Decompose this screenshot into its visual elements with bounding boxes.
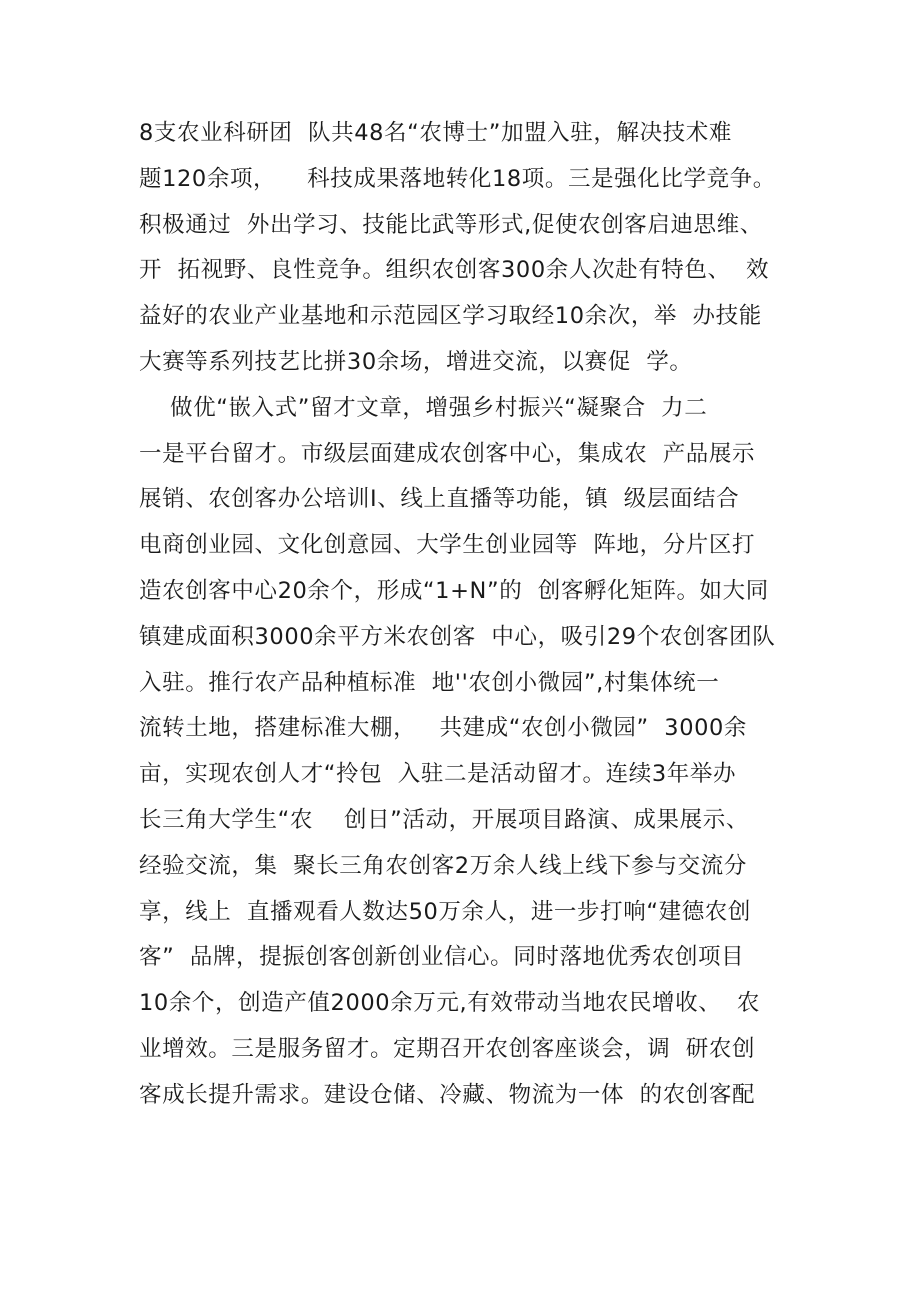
- text-line: 长三角大学生“农 创日”活动，开展项目路演、成果展示、: [139, 806, 749, 833]
- text-line: 客成长提升需求。建设仓储、冷藏、物流为一体 的农创客配: [139, 1081, 756, 1108]
- text-line: 亩，实现农创人才“拎包 入驻二是活动留才。连续3年举办: [139, 761, 737, 788]
- text-line: 做优“嵌入式”留才文章，增强乡村振兴“凝聚合 力二: [139, 394, 708, 421]
- text-line: 享，线上 直播观看人数达50万余人，进一步打响“建德农创: [139, 898, 751, 925]
- text-line: 8支农业科研团 队共48名“农博士”加盟入驻，解决技术难: [139, 120, 732, 146]
- text-line: 客” 品牌，提振创客创新创业信心。同时落地优秀农创项目: [139, 944, 745, 971]
- text-line: 经验交流，集 聚长三角农创客2万余人线上线下参与交流分: [139, 852, 747, 879]
- text-line: 一是平台留才。市级层面建成农创客中心，集成农 产品展示: [139, 440, 756, 467]
- text-line: 益好的农业产业基地和示范园区学习取经10余次，举 办技能: [139, 303, 762, 330]
- text-line: 展销、农创客办公培训I、线上直播等功能，镇 级层面结合: [139, 486, 740, 513]
- text-line: 大赛等系列技艺比拼30余场，增进交流，以赛促 学。: [139, 348, 693, 375]
- text-line: 入驻。推行农产品种植标准 地''农创小微园”,村集体统一: [139, 669, 720, 696]
- text-line: 流转土地，搭建标准大棚， 共建成“农创小微园” 3000余: [139, 715, 748, 742]
- text-line: 10余个，创造产值2000余万元,有效带动当地农民增收、 农: [139, 990, 760, 1017]
- text-line: 镇建成面积3000余平方米农创客 中心，吸引29个农创客团队: [139, 623, 776, 650]
- text-line: 积极通过 外出学习、技能比武等形式,促使农创客启迪思维、: [139, 211, 763, 238]
- text-line: 题120余项， 科技成果落地转化18项。三是强化比学竞争。: [139, 165, 776, 192]
- text-line: 电商创业园、文化创意园、大学生创业园等 阵地，分片区打: [139, 532, 756, 559]
- body-text: [139, 111, 799, 1119]
- text-line: 业增效。三是服务留才。定期召开农创客座谈会，调 研农创: [139, 1035, 756, 1062]
- text-line: 开 拓视野、良性竞争。组织农创客300余人次赴有特色、 效: [139, 257, 770, 284]
- text-line: 造农创客中心20余个，形成“1+N”的 创客孵化矩阵。如大同: [139, 577, 769, 604]
